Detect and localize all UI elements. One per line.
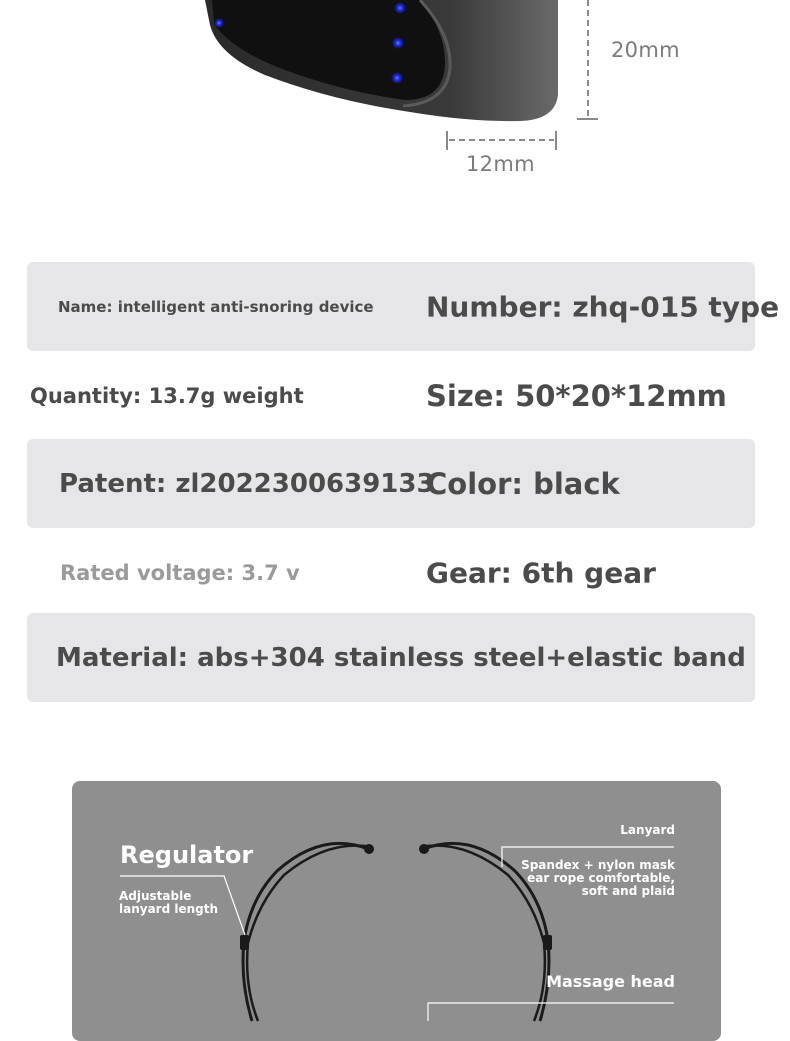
regulator-title: Regulator — [120, 841, 254, 869]
led-dot — [392, 37, 404, 49]
lanyard-description: Spandex + nylon mask ear rope comfortable, soft and plaid — [521, 858, 675, 898]
product-render — [0, 0, 790, 200]
led-dot — [214, 18, 224, 28]
led-dot — [391, 72, 403, 84]
massage-callout-line — [428, 1003, 674, 1021]
spec-gear: Gear: 6th gear — [426, 556, 656, 589]
spec-row-patent-color — [27, 439, 755, 528]
spec-name: Name: intelligent anti-snoring device — [58, 297, 374, 316]
left-rope-bead — [364, 844, 374, 854]
right-regulator-clip — [543, 935, 552, 950]
spec-voltage: Rated voltage: 3.7 v — [60, 560, 300, 585]
depth-dimension-label: 12mm — [466, 152, 535, 176]
spec-color: Color: black — [426, 466, 620, 501]
massage-head-title: Massage head — [546, 972, 675, 991]
height-dimension-label: 20mm — [611, 38, 680, 62]
spec-row-name-number — [27, 262, 780, 351]
lanyard-diagram-panel — [72, 781, 721, 1041]
regulator-description: Adjustable lanyard length — [119, 889, 219, 916]
led-dot — [394, 2, 406, 14]
right-rope-bead — [419, 844, 429, 854]
left-ear-rope — [243, 843, 368, 1021]
spec-row-material — [27, 613, 755, 702]
spec-number: Number: zhq-015 type — [426, 290, 780, 323]
device-illustration — [0, 0, 790, 200]
spec-material: Material: abs+304 stainless steel+elastic band — [56, 642, 746, 673]
lanyard-title: Lanyard — [620, 823, 675, 837]
spec-size: Size: 50*20*12mm — [426, 378, 727, 413]
spec-patent: Patent: zl2022300639133 — [59, 468, 435, 499]
spec-row-quantity-size — [27, 351, 755, 440]
spec-row-voltage-gear — [27, 528, 755, 617]
spec-quantity: Quantity: 13.7g weight — [30, 383, 304, 408]
left-regulator-clip — [240, 935, 249, 950]
